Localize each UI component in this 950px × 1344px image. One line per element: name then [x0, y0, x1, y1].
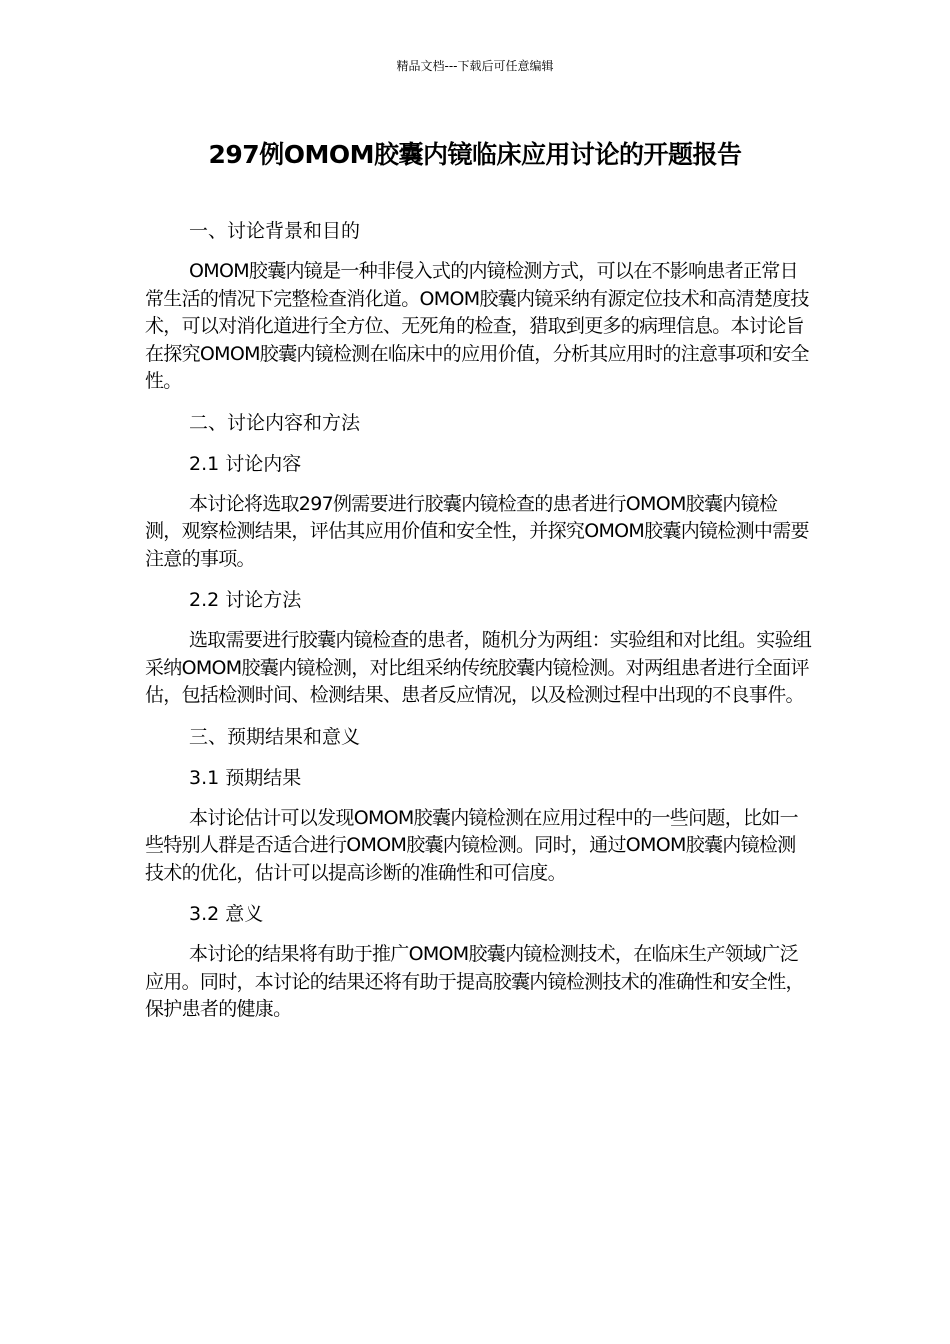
page-header: 精品文档---下载后可任意编辑: [396, 59, 554, 73]
section-heading-background: 一、讨论背景和目的: [189, 220, 361, 242]
subsection-heading-content: 2.1 讨论内容: [189, 452, 302, 475]
section-heading-expected: 三、预期结果和意义: [189, 725, 361, 748]
subsection-heading-significance: 3.2 意义: [189, 903, 264, 925]
paragraph-method: 选取需要进行胶囊内镜检查的患者，随机分为两组：实验组和对比组。实验组采纳OMOM胶囊内镜检测，对比组采纳传统胶囊内镜检测。对两组患者进行全面评估，包括检测时间、检测结果、患者反应情况，以及检测过程中出现的不良事件。: [145, 629, 812, 706]
document-title: 297例OMOM胶囊内镜临床应用讨论的开题报告: [208, 140, 742, 169]
section-heading-content-method: 二、讨论内容和方法: [189, 411, 361, 434]
subsection-heading-method: 2.2 讨论方法: [189, 589, 302, 611]
subsection-heading-expected-results: 3.1 预期结果: [189, 766, 302, 789]
document-body: [145, 217, 813, 1037]
paragraph-expected-results: 本讨论估计可以发现OMOM胶囊内镜检测在应用过程中的一些问题，比如一些特别人群是否适合进行OMOM胶囊内镜检测。同时，通过OMOM胶囊内镜检测技术的优化，估计可以提高诊断的准确性和可信度。: [145, 806, 798, 884]
paragraph-significance: 本讨论的结果将有助于推广OMOM胶囊内镜检测技术，在临床生产领域广泛应用。同时，本讨论的结果还将有助于提高胶囊内镜检测技术的准确性和安全性，保护患者的健康。: [145, 943, 804, 1020]
paragraph-background: OMOM胶囊内镜是一种非侵入式的内镜检测方式，可以在不影响患者正常日常生活的情况下完整检查消化道。OMOM胶囊内镜采纳有源定位技术和高清楚度技术，可以对消化道进行全方位、无死角的检查，猎取到更多的病理信息。本讨论旨在探究OMOM胶囊内镜检测在临床中的应用价值，分析其应用时的注意事项和安全性。: [145, 260, 809, 392]
paragraph-content: 本讨论将选取297例需要进行胶囊内镜检查的患者进行OMOM胶囊内镜检测，观察检测结果，评估其应用价值和安全性，并探究OMOM胶囊内镜检测中需要注意的事项。: [145, 492, 809, 570]
